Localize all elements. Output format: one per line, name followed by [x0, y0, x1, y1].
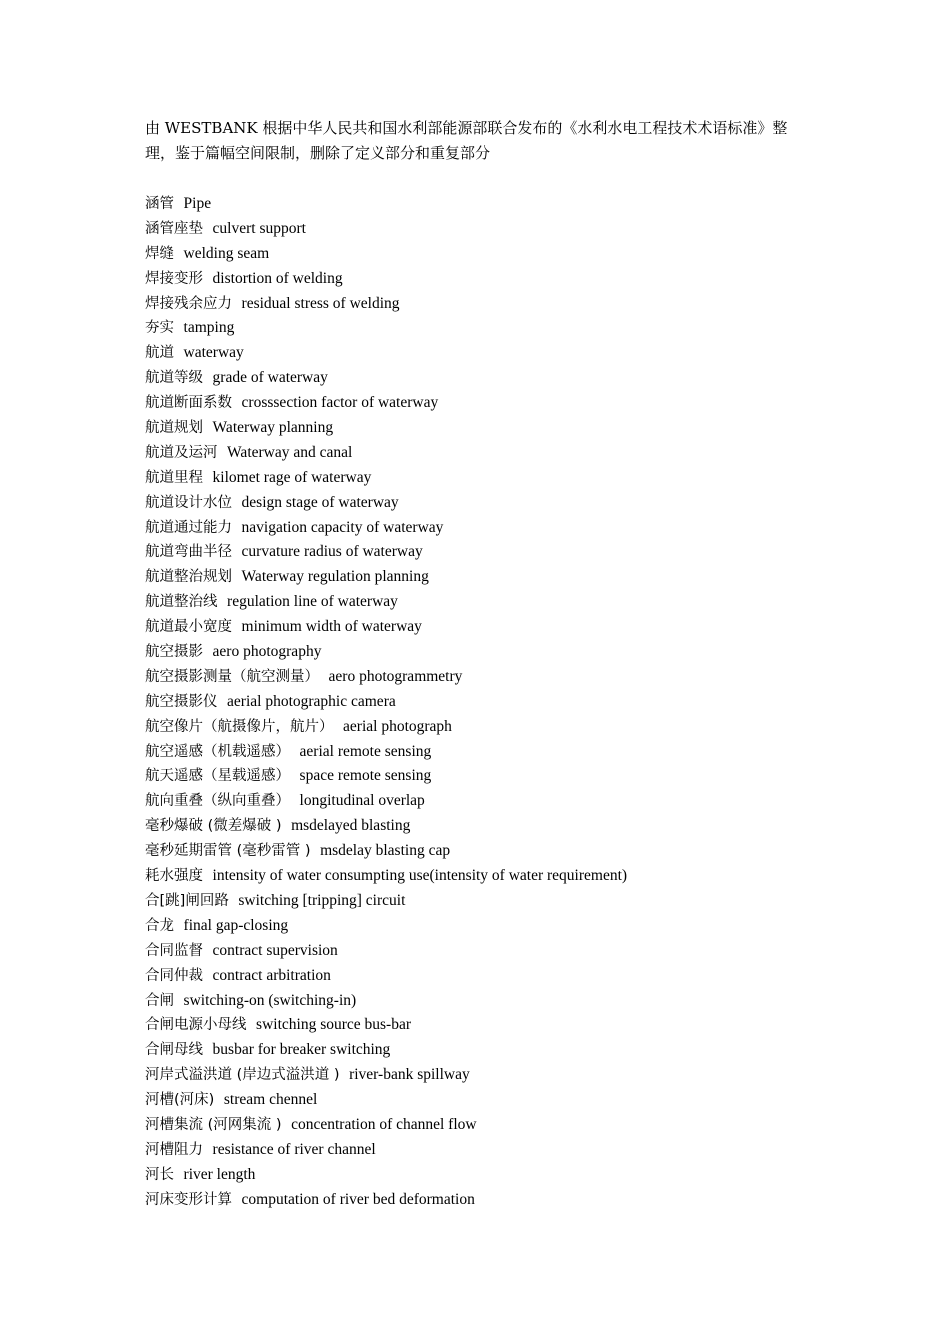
term-english: aerial remote sensing — [299, 742, 432, 760]
term-chinese: 航空摄影测量（航空测量） — [145, 668, 319, 685]
term-chinese: 航空遥感（机载遥感） — [145, 743, 290, 760]
term-english: design stage of waterway — [241, 493, 399, 511]
term-english: longitudinal overlap — [299, 792, 425, 810]
term-english: waterway — [183, 344, 244, 362]
term-chinese: 合闸母线 — [145, 1042, 203, 1059]
glossary-entry — [145, 664, 845, 689]
term-chinese: 耗水强度 — [145, 868, 203, 885]
glossary-entry — [145, 739, 845, 764]
term-english: contract arbitration — [212, 966, 331, 984]
glossary-entry — [145, 1137, 845, 1162]
term-chinese: 航道 — [145, 345, 174, 362]
term-chinese: 航天遥感（星载遥感） — [145, 768, 290, 785]
term-english: stream chennel — [223, 1091, 318, 1109]
glossary-entry — [145, 838, 845, 863]
glossary-entry — [145, 515, 845, 540]
term-english: aerial photographic camera — [227, 692, 396, 710]
glossary-entry — [145, 241, 845, 266]
term-english: intensity of water consumpting use(intensity of water requirement) — [212, 867, 628, 885]
glossary-entry — [145, 1087, 845, 1112]
glossary-entry — [145, 390, 845, 415]
term-chinese: 航空摄影 — [145, 644, 203, 661]
glossary-entry — [145, 191, 845, 216]
glossary-list — [145, 191, 845, 1212]
glossary-entry — [145, 440, 845, 465]
glossary-entry — [145, 689, 845, 714]
term-english: welding seam — [183, 244, 270, 262]
term-english: concentration of channel flow — [291, 1115, 477, 1133]
term-chinese: 河槽集流 (河网集流 ) — [145, 1116, 282, 1133]
term-chinese: 航道整治线 — [145, 594, 218, 611]
term-chinese: 合同仲裁 — [145, 967, 203, 984]
term-english: curvature radius of waterway — [241, 543, 423, 561]
term-chinese: 河槽(河床) — [145, 1092, 215, 1109]
term-english: Waterway and canal — [227, 443, 353, 461]
term-english: grade of waterway — [212, 369, 328, 387]
term-chinese: 焊缝 — [145, 245, 174, 262]
glossary-entry — [145, 863, 845, 888]
glossary-entry — [145, 813, 845, 838]
glossary-entry — [145, 938, 845, 963]
term-chinese: 航道整治规划 — [145, 569, 232, 586]
term-english: aerial photograph — [343, 717, 452, 735]
glossary-entry — [145, 216, 845, 241]
term-english: space remote sensing — [299, 767, 432, 785]
glossary-entry — [145, 988, 845, 1013]
glossary-entry — [145, 465, 845, 490]
glossary-entry — [145, 913, 845, 938]
glossary-entry — [145, 266, 845, 291]
term-chinese: 焊接残余应力 — [145, 295, 232, 312]
glossary-entry — [145, 365, 845, 390]
term-chinese: 航空像片（航摄像片，航片） — [145, 718, 334, 735]
glossary-entry — [145, 539, 845, 564]
term-chinese: 毫秒延期雷管 (毫秒雷管 ) — [145, 843, 311, 860]
term-english: aero photography — [212, 643, 322, 661]
term-english: aero photogrammetry — [328, 667, 463, 685]
term-english: Waterway planning — [212, 419, 334, 437]
term-english: minimum width of waterway — [241, 618, 422, 636]
term-english: resistance of river channel — [212, 1140, 376, 1158]
term-chinese: 合[跳]闸回路 — [145, 892, 229, 909]
glossary-entry — [145, 614, 845, 639]
glossary-entry — [145, 564, 845, 589]
term-chinese: 合龙 — [145, 917, 174, 934]
term-chinese: 河床变形计算 — [145, 1191, 232, 1208]
glossary-entry — [145, 763, 845, 788]
glossary-entry — [145, 1062, 845, 1087]
glossary-entry — [145, 1162, 845, 1187]
term-english: computation of river bed deformation — [241, 1190, 475, 1208]
term-chinese: 航道断面系数 — [145, 395, 232, 412]
term-chinese: 航道最小宽度 — [145, 619, 232, 636]
glossary-entry — [145, 1187, 845, 1212]
term-chinese: 涵管座垫 — [145, 220, 203, 237]
term-chinese: 航道通过能力 — [145, 519, 232, 536]
term-english: Waterway regulation planning — [241, 568, 429, 586]
term-chinese: 合闸 — [145, 992, 174, 1009]
intro-paragraph: 由 WESTBANK 根据中华人民共和国水利部能源部联合发布的《水利水电工程技术术语标准》整理，鉴于篇幅空间限制，删除了定义部分和重复部分 — [145, 119, 788, 162]
term-chinese: 毫秒爆破 (微差爆破 ) — [145, 818, 282, 835]
term-english: final gap-closing — [183, 916, 289, 934]
term-english: msdelayed blasting — [291, 817, 411, 835]
term-english: switching source bus-bar — [256, 1016, 412, 1034]
glossary-entry — [145, 340, 845, 365]
term-chinese: 航空摄影仪 — [145, 693, 218, 710]
glossary-entry — [145, 490, 845, 515]
term-english: tamping — [183, 319, 235, 337]
glossary-entry — [145, 315, 845, 340]
term-english: switching [tripping] circuit — [238, 891, 406, 909]
term-chinese: 航道弯曲半径 — [145, 544, 232, 561]
term-english: kilomet rage of waterway — [212, 468, 372, 486]
term-chinese: 航向重叠（纵向重叠） — [145, 793, 290, 810]
glossary-entry — [145, 963, 845, 988]
term-chinese: 航道设计水位 — [145, 494, 232, 511]
term-chinese: 焊接变形 — [145, 270, 203, 287]
glossary-entry — [145, 291, 845, 316]
term-english: river length — [183, 1165, 256, 1183]
term-chinese: 夯实 — [145, 320, 174, 337]
term-chinese: 航道等级 — [145, 370, 203, 387]
term-chinese: 航道及运河 — [145, 444, 218, 461]
glossary-entry — [145, 1012, 845, 1037]
glossary-entry — [145, 888, 845, 913]
glossary-entry — [145, 639, 845, 664]
glossary-entry — [145, 788, 845, 813]
term-english: distortion of welding — [212, 269, 343, 287]
term-english: Pipe — [183, 195, 212, 212]
term-english: busbar for breaker switching — [212, 1041, 391, 1059]
term-chinese: 合闸电源小母线 — [145, 1017, 247, 1034]
glossary-entry — [145, 589, 845, 614]
term-chinese: 合同监督 — [145, 942, 203, 959]
term-chinese: 河岸式溢洪道 (岸边式溢洪道 ) — [145, 1067, 340, 1084]
term-chinese: 河长 — [145, 1166, 174, 1183]
term-chinese: 航道里程 — [145, 469, 203, 486]
term-chinese: 涵管 — [145, 196, 174, 212]
term-english: switching-on (switching-in) — [183, 991, 357, 1009]
term-chinese: 航道规划 — [145, 420, 203, 437]
term-english: regulation line of waterway — [227, 593, 398, 611]
term-english: river-bank spillway — [349, 1066, 470, 1084]
glossary-entry — [145, 714, 845, 739]
glossary-entry — [145, 1037, 845, 1062]
term-english: residual stress of welding — [241, 294, 400, 312]
term-english: contract supervision — [212, 941, 338, 959]
glossary-entry — [145, 1112, 845, 1137]
glossary-entry — [145, 415, 845, 440]
term-english: msdelay blasting cap — [320, 842, 451, 860]
term-english: crosssection factor of waterway — [241, 394, 439, 412]
term-english: navigation capacity of waterway — [241, 518, 444, 536]
term-chinese: 河槽阻力 — [145, 1141, 203, 1158]
term-english: culvert support — [212, 219, 306, 237]
